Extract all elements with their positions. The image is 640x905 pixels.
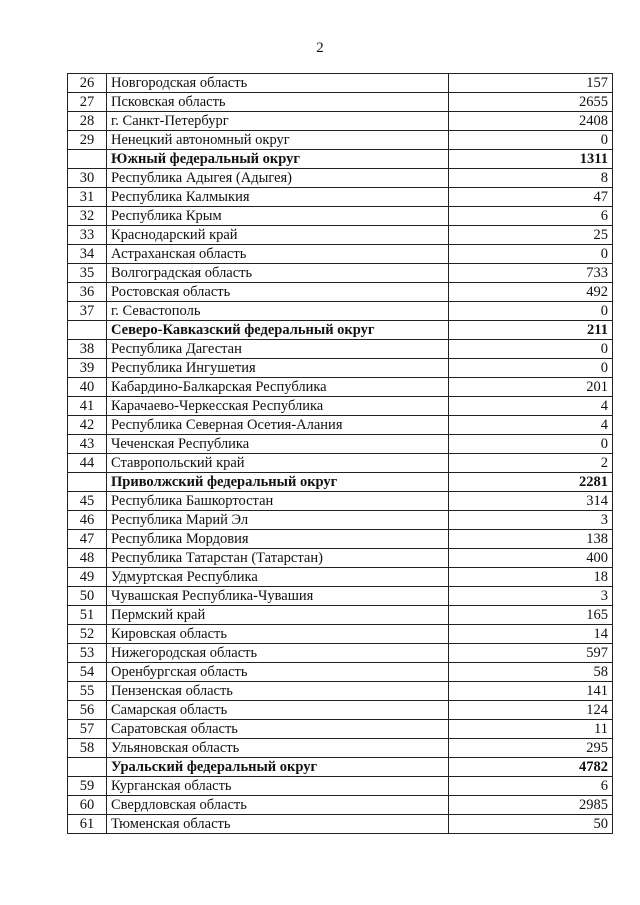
region-name-cell: Республика Дагестан <box>107 340 449 359</box>
region-name-cell: Астраханская область <box>107 245 449 264</box>
row-number-cell: 55 <box>68 682 107 701</box>
row-number-cell <box>68 150 107 169</box>
district-name-cell: Северо-Кавказский федеральный округ <box>107 321 449 340</box>
table-row <box>68 359 613 378</box>
row-number-cell: 27 <box>68 93 107 112</box>
row-number-cell: 47 <box>68 530 107 549</box>
table-row <box>68 815 613 834</box>
region-value-cell: 0 <box>449 302 613 321</box>
row-number-cell: 40 <box>68 378 107 397</box>
region-value-cell: 0 <box>449 245 613 264</box>
region-value-cell: 25 <box>449 226 613 245</box>
region-value-cell: 733 <box>449 264 613 283</box>
region-name-cell: Пермский край <box>107 606 449 625</box>
table-row <box>68 340 613 359</box>
row-number-cell: 38 <box>68 340 107 359</box>
region-name-cell: Чеченская Республика <box>107 435 449 454</box>
region-name-cell: Саратовская область <box>107 720 449 739</box>
table-row <box>68 397 613 416</box>
row-number-cell: 49 <box>68 568 107 587</box>
region-value-cell: 0 <box>449 340 613 359</box>
district-row <box>68 473 613 492</box>
district-name-cell: Уральский федеральный округ <box>107 758 449 777</box>
row-number-cell <box>68 473 107 492</box>
region-name-cell: Республика Татарстан (Татарстан) <box>107 549 449 568</box>
region-name-cell: Псковская область <box>107 93 449 112</box>
region-value-cell: 58 <box>449 663 613 682</box>
region-name-cell: Ненецкий автономный округ <box>107 131 449 150</box>
row-number-cell: 58 <box>68 739 107 758</box>
region-value-cell: 0 <box>449 131 613 150</box>
row-number-cell: 60 <box>68 796 107 815</box>
row-number-cell: 29 <box>68 131 107 150</box>
row-number-cell <box>68 758 107 777</box>
table-row <box>68 112 613 131</box>
row-number-cell: 59 <box>68 777 107 796</box>
region-value-cell: 138 <box>449 530 613 549</box>
table-row <box>68 302 613 321</box>
table-row <box>68 188 613 207</box>
region-name-cell: Новгородская область <box>107 74 449 93</box>
row-number-cell: 33 <box>68 226 107 245</box>
row-number-cell: 34 <box>68 245 107 264</box>
table-row <box>68 169 613 188</box>
table-row <box>68 416 613 435</box>
row-number-cell: 28 <box>68 112 107 131</box>
row-number-cell: 61 <box>68 815 107 834</box>
region-name-cell: Чувашская Республика-Чувашия <box>107 587 449 606</box>
region-name-cell: Пензенская область <box>107 682 449 701</box>
row-number-cell: 54 <box>68 663 107 682</box>
region-name-cell: г. Севастополь <box>107 302 449 321</box>
row-number-cell: 46 <box>68 511 107 530</box>
district-row <box>68 321 613 340</box>
region-name-cell: Курганская область <box>107 777 449 796</box>
region-value-cell: 165 <box>449 606 613 625</box>
table-row <box>68 435 613 454</box>
table-row <box>68 682 613 701</box>
row-number-cell: 30 <box>68 169 107 188</box>
table-row <box>68 226 613 245</box>
region-value-cell: 597 <box>449 644 613 663</box>
region-name-cell: Кабардино-Балкарская Республика <box>107 378 449 397</box>
region-name-cell: Волгоградская область <box>107 264 449 283</box>
region-value-cell: 11 <box>449 720 613 739</box>
district-name-cell: Приволжский федеральный округ <box>107 473 449 492</box>
region-value-cell: 0 <box>449 435 613 454</box>
row-number-cell: 50 <box>68 587 107 606</box>
row-number-cell: 42 <box>68 416 107 435</box>
table-row <box>68 93 613 112</box>
region-value-cell: 47 <box>449 188 613 207</box>
row-number-cell: 32 <box>68 207 107 226</box>
region-name-cell: Нижегородская область <box>107 644 449 663</box>
table-row <box>68 568 613 587</box>
region-value-cell: 124 <box>449 701 613 720</box>
region-value-cell: 2655 <box>449 93 613 112</box>
row-number-cell: 31 <box>68 188 107 207</box>
regions-table-body <box>68 74 613 834</box>
region-name-cell: Удмуртская Республика <box>107 568 449 587</box>
region-name-cell: Ставропольский край <box>107 454 449 473</box>
table-row <box>68 606 613 625</box>
district-total-cell: 211 <box>449 321 613 340</box>
table-row <box>68 644 613 663</box>
region-name-cell: Ростовская область <box>107 283 449 302</box>
table-row <box>68 777 613 796</box>
row-number-cell <box>68 321 107 340</box>
region-value-cell: 4 <box>449 416 613 435</box>
row-number-cell: 51 <box>68 606 107 625</box>
region-value-cell: 314 <box>449 492 613 511</box>
region-name-cell: Свердловская область <box>107 796 449 815</box>
district-total-cell: 1311 <box>449 150 613 169</box>
table-row <box>68 796 613 815</box>
row-number-cell: 41 <box>68 397 107 416</box>
row-number-cell: 48 <box>68 549 107 568</box>
region-name-cell: Республика Калмыкия <box>107 188 449 207</box>
page-number: 2 <box>316 40 324 56</box>
region-name-cell: Республика Северная Осетия-Алания <box>107 416 449 435</box>
table-row <box>68 492 613 511</box>
table-row <box>68 625 613 644</box>
district-total-cell: 4782 <box>449 758 613 777</box>
table-row <box>68 530 613 549</box>
row-number-cell: 43 <box>68 435 107 454</box>
region-value-cell: 400 <box>449 549 613 568</box>
row-number-cell: 37 <box>68 302 107 321</box>
region-name-cell: Тюменская область <box>107 815 449 834</box>
region-name-cell: Краснодарский край <box>107 226 449 245</box>
table-row <box>68 587 613 606</box>
region-name-cell: г. Санкт-Петербург <box>107 112 449 131</box>
table-row <box>68 283 613 302</box>
region-value-cell: 141 <box>449 682 613 701</box>
row-number-cell: 35 <box>68 264 107 283</box>
table-row <box>68 663 613 682</box>
region-value-cell: 6 <box>449 207 613 226</box>
district-name-cell: Южный федеральный округ <box>107 150 449 169</box>
table-row <box>68 131 613 150</box>
region-value-cell: 201 <box>449 378 613 397</box>
row-number-cell: 53 <box>68 644 107 663</box>
table-row <box>68 511 613 530</box>
row-number-cell: 44 <box>68 454 107 473</box>
region-name-cell: Карачаево-Черкесская Республика <box>107 397 449 416</box>
table-row <box>68 264 613 283</box>
region-name-cell: Кировская область <box>107 625 449 644</box>
row-number-cell: 36 <box>68 283 107 302</box>
region-value-cell: 295 <box>449 739 613 758</box>
row-number-cell: 57 <box>68 720 107 739</box>
row-number-cell: 39 <box>68 359 107 378</box>
row-number-cell: 45 <box>68 492 107 511</box>
district-total-cell: 2281 <box>449 473 613 492</box>
row-number-cell: 26 <box>68 74 107 93</box>
regions-table <box>67 73 613 834</box>
region-name-cell: Оренбургская область <box>107 663 449 682</box>
region-value-cell: 492 <box>449 283 613 302</box>
region-value-cell: 157 <box>449 74 613 93</box>
table-row <box>68 720 613 739</box>
district-row <box>68 758 613 777</box>
table-row <box>68 245 613 264</box>
region-value-cell: 0 <box>449 359 613 378</box>
table-row <box>68 454 613 473</box>
region-name-cell: Республика Крым <box>107 207 449 226</box>
region-value-cell: 2 <box>449 454 613 473</box>
region-value-cell: 6 <box>449 777 613 796</box>
region-name-cell: Самарская область <box>107 701 449 720</box>
table-row <box>68 207 613 226</box>
row-number-cell: 56 <box>68 701 107 720</box>
region-value-cell: 3 <box>449 511 613 530</box>
row-number-cell: 52 <box>68 625 107 644</box>
region-value-cell: 50 <box>449 815 613 834</box>
region-value-cell: 18 <box>449 568 613 587</box>
region-name-cell: Республика Марий Эл <box>107 511 449 530</box>
region-value-cell: 14 <box>449 625 613 644</box>
region-value-cell: 2985 <box>449 796 613 815</box>
region-name-cell: Республика Адыгея (Адыгея) <box>107 169 449 188</box>
region-value-cell: 3 <box>449 587 613 606</box>
region-name-cell: Ульяновская область <box>107 739 449 758</box>
region-name-cell: Республика Мордовия <box>107 530 449 549</box>
region-name-cell: Республика Ингушетия <box>107 359 449 378</box>
table-row <box>68 739 613 758</box>
table-row <box>68 701 613 720</box>
table-row <box>68 378 613 397</box>
region-value-cell: 2408 <box>449 112 613 131</box>
district-row <box>68 150 613 169</box>
region-name-cell: Республика Башкортостан <box>107 492 449 511</box>
region-value-cell: 8 <box>449 169 613 188</box>
table-row <box>68 549 613 568</box>
region-value-cell: 4 <box>449 397 613 416</box>
table-row <box>68 74 613 93</box>
